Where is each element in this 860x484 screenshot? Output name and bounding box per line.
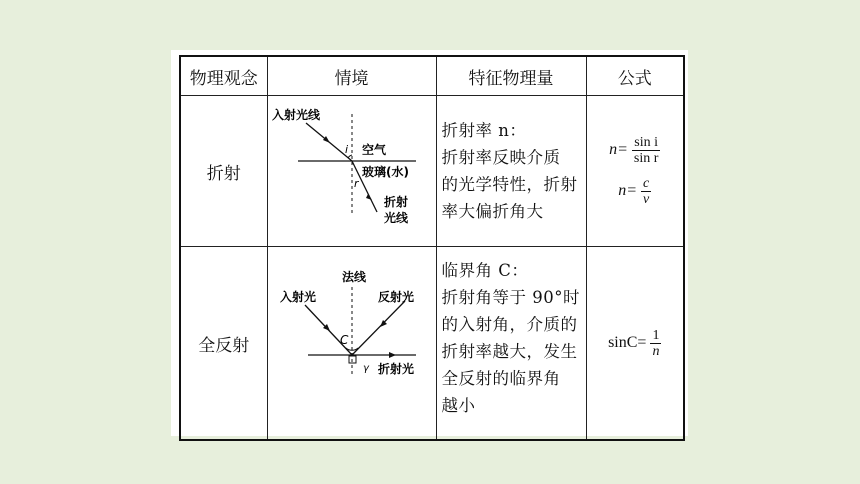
- incident-ray-label: 入射光: [279, 290, 316, 304]
- angle-c-label: C: [339, 333, 348, 347]
- formula-lhs: n=: [609, 141, 628, 159]
- total-reflection-diagram: [268, 247, 436, 435]
- air-label: 空气: [361, 143, 386, 157]
- table-row: [180, 247, 684, 441]
- feature-line: 的入射角，介质的: [441, 315, 578, 334]
- feature-total-reflection: [436, 247, 586, 441]
- table-row: [180, 96, 684, 247]
- concept-refraction: 折射: [180, 96, 267, 247]
- angle-i-label: i: [344, 143, 348, 156]
- feature-line: 折射率 n：: [441, 121, 527, 140]
- feature-line: 率大偏折角大: [441, 202, 544, 221]
- header-situation: 情境: [267, 56, 436, 96]
- header-concept: 物理观念: [180, 56, 267, 96]
- formula-numerator: c: [643, 176, 650, 191]
- formula-denominator: sin r: [633, 151, 659, 166]
- physics-concept-table: [179, 55, 685, 441]
- angle-r-label: r: [353, 177, 359, 190]
- formula-n-sin: [587, 135, 684, 166]
- refraction-diagram-cell: [267, 96, 436, 247]
- angle-gamma-label: γ: [362, 363, 369, 374]
- formula-n-cv: [587, 176, 684, 207]
- incident-ray-label: 入射光线: [271, 108, 320, 122]
- header-row: [180, 56, 684, 96]
- formula-numerator: sin i: [634, 135, 658, 150]
- concept-total-reflection: 全反射: [180, 247, 267, 441]
- feature-line: 全反射的临界角: [441, 369, 561, 388]
- formula-lhs: sinC=: [608, 333, 647, 351]
- formula-numerator: 1: [652, 327, 660, 343]
- header-formula: 公式: [586, 56, 684, 96]
- normal-line-label: 法线: [341, 270, 366, 284]
- formula-total-reflection: [586, 247, 684, 441]
- header-feature: 特征物理量: [436, 56, 586, 96]
- total-reflection-diagram-cell: [267, 247, 436, 441]
- formula-denominator: n: [652, 343, 660, 359]
- feature-refraction: [436, 96, 586, 247]
- glass-label: 玻璃(水): [361, 165, 409, 179]
- refraction-diagram: [268, 96, 436, 242]
- feature-line: 的光学特性，折射: [441, 175, 578, 194]
- formula-sinc: [587, 328, 684, 359]
- feature-line: 折射率越大，发生: [441, 342, 578, 361]
- feature-line: 临界角 C：: [441, 261, 529, 280]
- refracted-ray-label-2: 光线: [383, 211, 408, 225]
- feature-line: 折射角等于 90°时: [441, 288, 580, 307]
- formula-denominator: v: [643, 192, 650, 207]
- refracted-ray-label-1: 折射: [383, 195, 408, 209]
- formula-refraction: [586, 96, 684, 247]
- reflected-ray-label: 反射光: [377, 290, 414, 304]
- formula-lhs: n=: [618, 182, 638, 200]
- refracted-ray-label: 折射光: [377, 362, 414, 376]
- feature-line: 越小: [441, 396, 476, 415]
- feature-line: 折射率反映介质: [441, 148, 561, 167]
